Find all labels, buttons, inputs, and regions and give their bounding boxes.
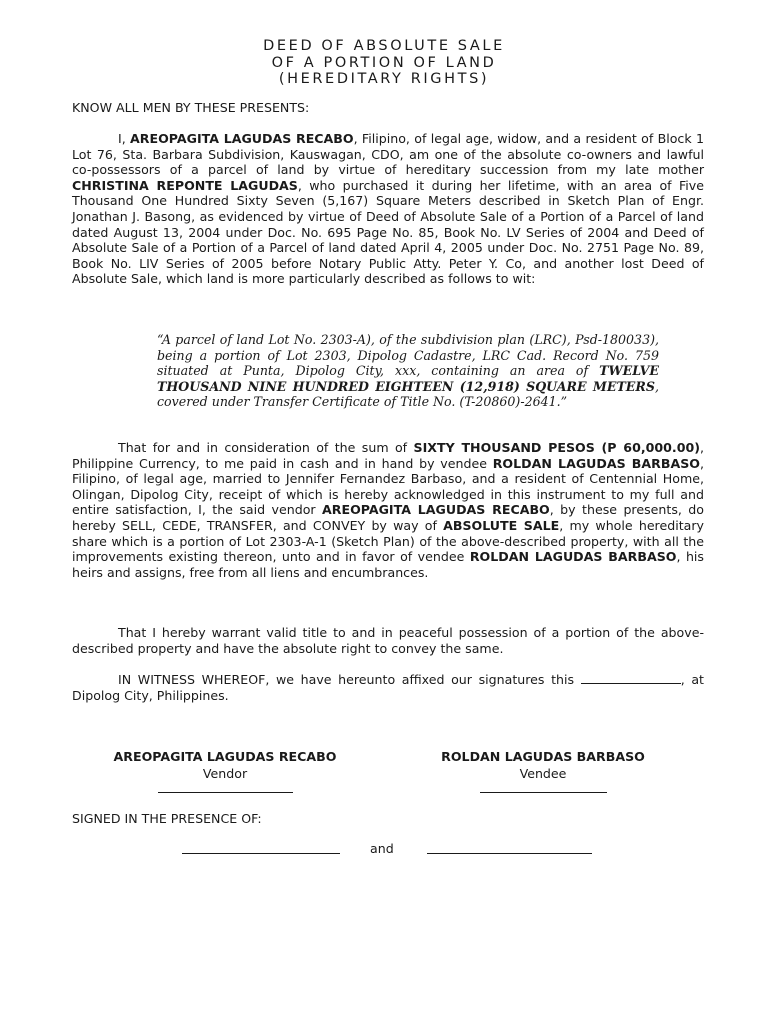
quote-text-1: “A parcel of land Lot No. 2303-A), of the subdivision plan (LRC), Psd-180033), being a portion of Lot 2303, Dipolog Cadastre, LRC Cad. Record No. 759 situated at Punta, Dipolog City, xxx, containing an area of bbox=[157, 332, 659, 379]
mother-name-bold: CHRISTINA REPONTE LAGUDAS bbox=[72, 177, 298, 193]
p2-text-2: , Philippine Currency, to me paid in cash and in hand by vendee bbox=[72, 440, 704, 471]
p2-text-3: , Filipino, of legal age, married to Jennifer Fernandez Barbaso, and a resident of Centennial Home, Olingan, Dipolog City, receipt of which is hereby acknowledged in this instrument to my full and entire satisfaction, I, the said vendor bbox=[72, 455, 704, 518]
opening-line: KNOW ALL MEN BY THESE PRESENTS: bbox=[72, 100, 310, 115]
p2-text-5: , my whole hereditary share which is a portion of Lot 2303-A-1 (Sketch Plan) of the above-described property, with all the improvements existing thereon, unto and in favor of vendee bbox=[72, 517, 704, 565]
witness-1-signature-line[interactable] bbox=[182, 853, 340, 854]
paragraph-4 bbox=[72, 671, 704, 703]
quote-area-bold: TWELVE THOUSAND NINE HUNDRED EIGHTEEN (12,918) SQUARE METERS bbox=[157, 363, 659, 394]
vendor-signature-line[interactable] bbox=[158, 792, 293, 793]
vendee-signature-line[interactable] bbox=[480, 792, 607, 793]
vendor-name-bold: AREOPAGITA LAGUDAS RECABO bbox=[130, 131, 354, 146]
paragraph-3: That I hereby warrant valid title to and in peaceful possession of a portion of the above-described property and have the absolute right to convey the same. bbox=[72, 625, 704, 656]
p2-text-6: , his heirs and assigns, free from all liens and encumbrances. bbox=[72, 549, 704, 580]
p2-text-4: , by these presents, do hereby SELL, CEDE, TRANSFER, and CONVEY by way of bbox=[72, 502, 704, 533]
vendor-name-bold-2: AREOPAGITA LAGUDAS RECABO bbox=[322, 502, 550, 518]
p4-text-1: IN WITNESS WHEREOF, we have hereunto affixed our signatures this bbox=[118, 672, 575, 687]
paragraph-2 bbox=[72, 440, 704, 580]
vendee-signature-name: ROLDAN LAGUDAS BARBASO bbox=[441, 749, 645, 764]
p1-text-2: , Filipino, of legal age, widow, and a resident of Block 1 Lot 76, Sta. Barbara Subdivision, Kauswagan, CDO, am one of the absolute co-owners and lawful co-possessors of a parcel of land by virtue of hereditary succession from my late mother bbox=[72, 131, 704, 178]
price-bold: SIXTY THOUSAND PESOS (P 60,000.00) bbox=[413, 440, 700, 455]
property-description-quote bbox=[157, 332, 659, 410]
date-blank-line[interactable] bbox=[581, 671, 681, 684]
witness-2-signature-line[interactable] bbox=[427, 853, 592, 854]
absolute-sale-bold: ABSOLUTE SALE bbox=[443, 517, 560, 533]
quote-text-2: , covered under Transfer Certificate of Title No. (T-20860)-2641.” bbox=[157, 378, 659, 410]
title-line-1: DEED OF ABSOLUTE SALE bbox=[263, 38, 505, 54]
vendor-signature-block bbox=[80, 748, 370, 782]
witness-label: SIGNED IN THE PRESENCE OF: bbox=[72, 811, 262, 826]
p2-text-1: That for and in consideration of the sum of bbox=[118, 440, 414, 455]
paragraph-1 bbox=[72, 131, 704, 287]
vendee-name-bold-2: ROLDAN LAGUDAS BARBASO bbox=[469, 549, 677, 565]
title-line-2: OF A PORTION OF LAND bbox=[271, 54, 497, 71]
title-line-3: (HEREDITARY RIGHTS) bbox=[278, 71, 490, 87]
document-title bbox=[0, 38, 768, 88]
vendee-signature-block bbox=[400, 748, 686, 782]
vendor-signature-name: AREOPAGITA LAGUDAS RECABO bbox=[113, 749, 337, 764]
p1-text-3: , who purchased it during her lifetime, with an area of Five Thousand One Hundred Sixty Seven (5,167) Square Meters described in Sketch Plan of Engr. Jonathan J. Basong, as evidenced by virtue of Deed of Absolute Sale of a Portion of a Parcel of land dated August 13, 2004 under Doc. No. 695 Page No. 85, Book No. LV Series of 2004 and Deed of Absolute Sale of a Portion of a Parcel of land dated April 4, 2005 under Doc. No. 2751 Page No. 89, Book No. LIV Series of 2005 before Notary Public Atty. Peter Y. Co, and another lost Deed of Absolute Sale, which land is more particularly described as follows to wit: bbox=[72, 177, 704, 287]
vendor-role-label: Vendor bbox=[202, 766, 248, 781]
vendee-name-bold: ROLDAN LAGUDAS BARBASO bbox=[492, 455, 700, 471]
and-word: and bbox=[370, 841, 394, 856]
p4-text-2: , at Dipolog City, Philippines. bbox=[72, 672, 704, 703]
vendee-role-label: Vendee bbox=[519, 766, 567, 781]
p1-text-1: I, bbox=[118, 131, 131, 146]
